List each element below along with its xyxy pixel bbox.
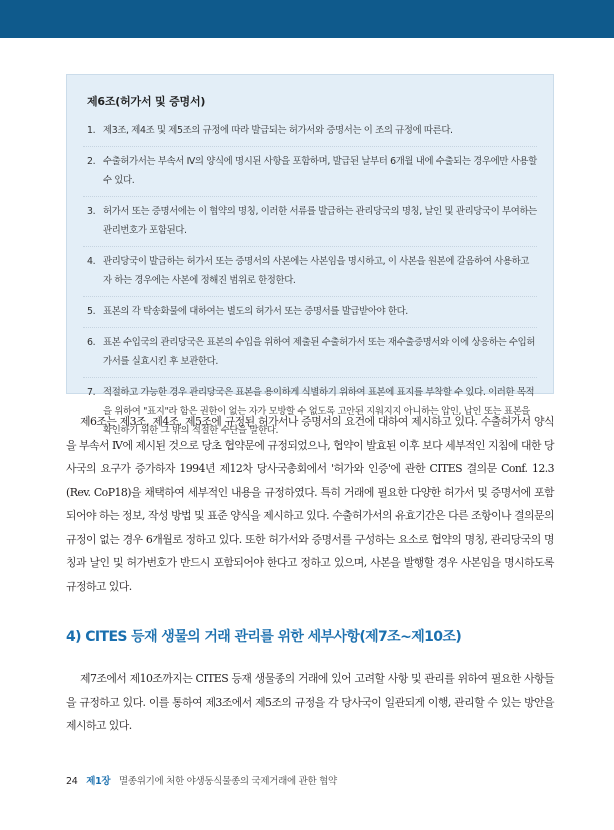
clause-number: 4. xyxy=(87,256,96,267)
clause-item xyxy=(83,333,537,378)
commentary-paragraph: 제7조에서 제10조까지는 CITES 등재 생물종의 거래에 있어 고려할 사항 및 관리를 위하여 필요한 사항들을 규정하고 있다. 이를 통하여 제3조에서 제5조의 규정을 각 당사국이 일관되게 이행, 관리할 수 있는 방안을 제시하고 있다. xyxy=(66,672,554,732)
clause-text: 관리당국이 발급하는 허가서 또는 증명서의 사본에는 사본임을 명시하고, 이 사본을 원본에 갈음하여 사용하고자 하는 경우에는 사본에 정해진 범위로 한정한다. xyxy=(103,256,529,286)
clause-number: 1. xyxy=(87,125,96,136)
clause-text: 표본의 각 탁송화물에 대하여는 별도의 허가서 또는 증명서를 발급받아야 한다. xyxy=(103,306,408,317)
article-title: 제6조(허가서 및 증명서) xyxy=(87,95,206,108)
clause-text: 제3조, 제4조 및 제5조의 규정에 따라 발급되는 허가서와 증명서는 이 조의 규정에 따른다. xyxy=(103,125,453,136)
clause-text: 수출허가서는 부속서 Ⅳ의 양식에 명시된 사항을 포함하며, 발급된 날부터 6개월 내에 수출되는 경우에만 사용할 수 있다. xyxy=(103,156,537,186)
clause-item xyxy=(83,302,537,328)
page-footer xyxy=(66,773,337,787)
clause-number: 5. xyxy=(87,306,96,317)
clause-item xyxy=(83,202,537,247)
article-clause-list xyxy=(83,121,537,446)
header-color-bar xyxy=(0,0,614,38)
page-number: 24 xyxy=(66,776,78,787)
clause-text: 적절하고 가능한 경우 관리당국은 표본을 용이하게 식별하기 위하여 표본에 표지를 부착할 수 있다. 이러한 목적을 위하여 "표지"라 함은 권한이 없는 자가 모방할 수 없도록 고안된 지워지지 아니하는 압인, 납인 또는 표본을 확인하기 위한 그 밖의 적절한 수단을 말한다. xyxy=(103,387,535,436)
clause-number: 6. xyxy=(87,337,96,348)
running-title: 멸종위기에 처한 야생동식물종의 국제거래에 관한 협약 xyxy=(119,776,337,787)
section-heading: 4) CITES 등재 생물의 거래 관리를 위한 세부사항(제7조~제10조) xyxy=(66,629,462,645)
clause-text: 표본 수입국의 관리당국은 표본의 수입을 위하여 제출된 수출허가서 또는 재수출증명서와 이에 상응하는 수입허가서를 실효시킨 후 보관한다. xyxy=(103,337,536,367)
clause-number: 2. xyxy=(87,156,96,167)
clause-item xyxy=(83,121,537,147)
clause-number: 3. xyxy=(87,206,96,217)
commentary-paragraph: 제6조는 제3조, 제4조, 제5조에 규정된 허가서나 증명서의 요건에 대하여 제시하고 있다. 수출허가서 양식을 부속서 Ⅳ에 제시된 것으로 당초 협약문에 규정되었으나, 협약이 발효된 이후 보다 세부적인 지침에 대한 당사국의 요구가 증가하자 1994년 제12차 당사국총회에서 '허가와 인증'에 관한 CITES 결의문 Conf. 12.3 (Rev. CoP18)을 채택하여 세부적인 내용을 규정하였다. 특히 거래에 필요한 다양한 허가서 및 증명서에 포함되어야 하는 정보, 작성 방법 및 표준 양식을 제시하고 있다. 수출허가서의 유효기간은 다른 조항이나 결의문의 규정이 없는 경우 6개월로 정하고 있다. 또한 허가서와 증명서를 구성하는 요소로 협약의 명칭, 관리당국의 명칭과 날인 및 허가번호가 반드시 포함되어야 한다고 정하고 있으며, 사본을 발행할 경우 사본임을 명시하도록 규정하고 있다. xyxy=(66,415,554,593)
chapter-label: 제1장 xyxy=(86,776,111,787)
article-excerpt-box xyxy=(66,74,554,436)
clause-item xyxy=(83,152,537,197)
clause-text: 허가서 또는 증명서에는 이 협약의 명칭, 이러한 서류를 발급하는 관리당국의 명칭, 날인 및 관리당국이 부여하는 관리번호가 포함된다. xyxy=(103,206,537,236)
clause-item xyxy=(83,252,537,297)
clause-number: 7. xyxy=(87,387,96,398)
